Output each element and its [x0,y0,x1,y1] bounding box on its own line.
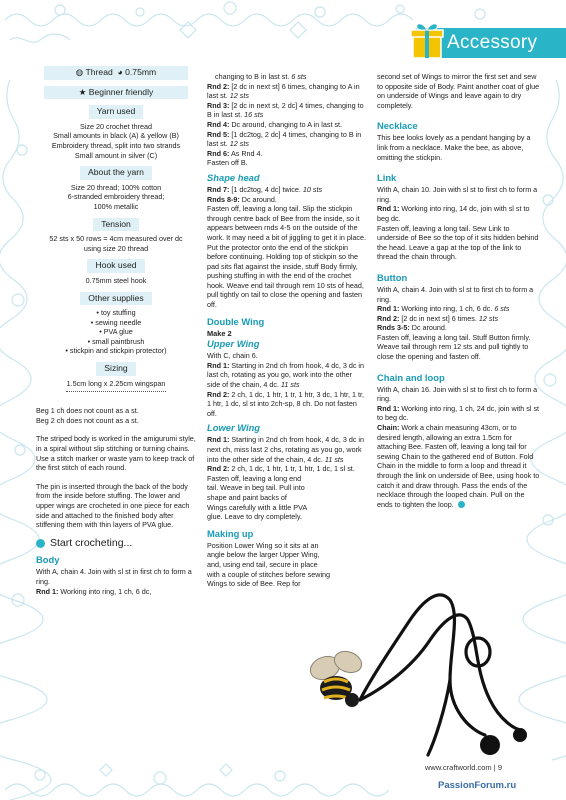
note-paragraph: Beg 1 ch does not count as a st. Beg 2 ch does not count as a st. [36,406,139,425]
round-label: Rnd 1: [207,435,230,445]
round-line [207,101,367,120]
column-2 [207,72,367,589]
make-count: Make 2 [207,328,232,338]
gift-icon [409,20,445,60]
tension-line: using size 20 thread [83,243,149,253]
double-wing-heading: Double Wing [207,315,265,327]
upper-wing-intro: With C, chain 6. [207,351,258,361]
wings-continuation-text: second set of Wings to mirror the first set and sew to opposite side of Body. Paint another coat of glue on underside of Wings and leave again to dry completely. [377,72,540,110]
sizing-line: 1.5cm long x 2.25cm wingspan [66,378,166,388]
round-line [207,464,367,474]
level-box [36,86,196,100]
chain-text: Work a chain measuring 43cm, or to desired length, allowing an extra 1.5cm for attaching Bee. Fasten off, leaving a long tail for sewing Chain to the gathered end of Button. Fold Chain in the middle to form a loop and thread it through the link on underside of Bee, using hook to catch it and draw through. Pass the ends of the necklace through the looped chain. Pull on the ends to tighten the loop. [377,423,540,509]
lower-wing-text: Fasten off, leaving a long end tail. Weave in beg tail. Pull into shape and paint backs of Wings carefully with a little PVA glue. Leave to dry completely. [207,473,307,522]
round-label: Rnd 6: [207,148,230,158]
body-heading: Body [36,554,60,566]
round-line [377,314,542,324]
stitch-count: 10 sts [302,184,323,194]
round-line [207,185,367,195]
body-intro: With A, chain 4. Join with sl st in first ch to form a ring. [36,567,192,586]
round-line [207,195,367,205]
round-text: Dc around. [411,323,447,333]
round-text: Working into ring, 1 ch, 24 dc, join with sl st to beg dc. [377,403,540,423]
round-text: [1 dc2tog, 4 dc] twice. [231,184,301,194]
round-line [377,304,542,314]
stitch-count: 12 sts [478,313,499,323]
round-label: Rnd 3: [207,100,230,110]
round-text: Dc around. [241,194,277,204]
round-label: Rnd 1: [377,403,400,413]
round-line [207,120,367,130]
button-text: Fasten off, leaving a long tail. Stuff Button firmly. Weave tail through rem 12 sts and pull tightly to close the opening and fasten off. [377,332,531,362]
round-text: Working into ring, 14 dc, join with sl st to beg dc. [377,204,530,223]
note-paragraph: The striped body is worked in the amigurumi style, in a spiral without slip stitching or turning chains. Use a stitch marker or waste yarn to keep track of the first stitch of each round. [36,434,196,473]
round-line [207,149,367,159]
thread-icon: ◍ [75,67,84,77]
round-label: Rnd 5: [207,129,230,139]
about-yarn-line: 6-stranded embroidery thread; [67,192,165,202]
hook-icon: ◕ [117,67,123,77]
section-header-tab [413,28,566,58]
stitch-count: 12 sts [229,139,249,149]
round-label: Rnd 1: [207,360,230,370]
supply-item: • small paintbrush [36,337,196,347]
footer-site: www.craftworld.com [425,763,492,772]
supply-item: • sewing needle [36,318,196,328]
footer-separator: | [493,763,498,772]
round-label: Rnd 1: [377,204,400,214]
lower-wing-heading: Lower Wing [207,422,261,434]
round-text: Working into ring, 1 ch, 6 dc. [401,304,493,314]
shape-head-text: Fasten off, leaving a long tail. Slip the stickpin through centre back of Bee from the inside, so it appears between rnds 4-5 on the outside of the work. It may need a bit of jiggling to get it in place. Put the protector onto the end of the stickpin before continuing. Holding top of stickpin so the pad sits flat against the inside, stuff Body firmly, pushing stuffing in with the end of the crochet hook. Weave end tail through rem 10 sts of head, pull tightly on tail to close the opening and fasten off. [207,204,367,310]
yarn-used-heading: Yarn used [89,105,144,119]
chain-label: Chain: [377,423,400,433]
stitch-count: 16 sts [244,110,264,120]
link-heading: Link [377,172,397,184]
hook-size: 0.75mm [125,67,157,77]
making-up-text: Position Lower Wing so it sits at an angle below the larger Upper Wing, and, using end tail, secure in place with a couple of stitches before sewing Wings to side of Bee. Rep for [207,540,331,589]
sizing-box [36,362,196,392]
upper-wing-heading: Upper Wing [207,338,260,350]
page-footer [425,763,502,772]
hook-used-box [36,259,196,285]
round-text: 2 ch, 1 dc, 1 htr, 1 tr, 1 htr, 1 dc, 1 sl st. [231,464,355,474]
bee-figure [307,648,364,707]
section-title: Accessory [447,32,538,53]
chain-instructions [377,423,542,509]
round-text: Dc around, changing to A in last st. [231,119,343,129]
round-text: As Rnd 4. [230,148,263,158]
round-line [207,390,367,419]
yarn-line: Size 20 crochet thread [80,121,152,131]
start-crocheting-row [36,536,196,549]
other-supplies-heading: Other supplies [80,292,151,306]
level-text: Beginner friendly [88,86,154,97]
stitch-count: 11 sts [324,454,344,464]
round-label: Rnds 8-9: [207,194,240,204]
watermark: PassionForum.ru [438,780,517,791]
bee-necklace-photo [300,560,540,770]
stitch-count: 11 sts [280,380,300,390]
round-label: Rnds 3-5: [377,323,410,333]
round-label: Rnd 1: [36,586,59,596]
tension-heading: Tension [93,218,139,232]
page-number: 9 [497,763,502,772]
round-text: [2 dc in next st, 2 dc] 4 times, changing to B in last st. [207,100,364,120]
level-bar [44,86,188,100]
note-paragraph: The pin is inserted through the back of the body from the inside before stuffing. The lower and upper wings are crocheted in one piece for each side and attached to the finished body after stiffening them with thin layers of PVA glue. [36,481,190,530]
round-text: Starting in 2nd ch from hook, 4 dc, 3 dc in last ch, rotating as you go, work into the other side of the chain, 4 dc. [207,360,365,390]
star-icon: ★ [78,86,87,97]
shape-head-heading: Shape head [207,171,260,183]
tension-box [36,218,196,254]
necklace-text: This bee looks lovely as a pendant hanging by a link from a necklace. Make the bee, as above, omitting the stickpin. [377,133,531,162]
link-text: Fasten off, leaving a long tail. Sew Link to underside of Bee so the top of it sits hidden behind the head. Leave a gap at the top of the link to thread the chain through. [377,223,539,262]
button-intro: With A, chain 4. Join with sl st to first ch to form a ring. [377,284,534,304]
yarn-line: Small amount in silver (C) [74,150,158,160]
about-yarn-heading: About the yarn [80,166,152,180]
column-1 [36,66,196,596]
chain-loop-intro: With A, chain 16. Join with sl st to first ch to form a ring. [377,384,538,404]
fasten-off-line: Fasten off B. [207,158,248,168]
sizing-heading: Sizing [96,362,135,376]
dotted-divider [66,391,166,392]
column-3 [377,72,542,509]
tension-line: 52 sts x 50 rows = 4cm measured over dc [49,234,183,244]
hook-used-heading: Hook used [87,259,144,273]
round-label: Rnd 2: [207,81,230,91]
making-up-heading: Making up [207,527,254,539]
link-intro: With A, chain 10. Join with sl st to first ch to form a ring. [377,185,538,204]
end-dot-icon [458,501,465,508]
round-line [207,435,367,464]
summary-bar [44,66,188,80]
button-heading: Button [377,271,408,283]
round-line [207,361,367,390]
thread-label: Thread [85,67,113,77]
yarn-line: Small amounts in black (A) & yellow (B) [53,131,179,141]
round-label: Rnd 1: [377,304,400,314]
supply-item: • PVA glue [36,327,196,337]
round-line [377,204,542,223]
necklace-heading: Necklace [377,120,418,132]
round-label: Rnd 4: [207,119,230,129]
round-line [377,323,542,333]
round-text: [2 dc in next st] 6 times, changing to A in last st. [207,81,360,101]
bullet-dot-icon [36,539,45,548]
supply-item: • stickpin and stickpin protector) [36,346,196,356]
about-yarn-box [36,166,196,211]
round-line [377,404,542,423]
other-supplies-box [36,292,196,357]
round-text: [1 dc2tog, 2 dc] 4 times, changing to B in last st. [207,129,362,149]
supplies-list [36,308,196,356]
round-text: changing to B in last st. [215,72,290,81]
round-label: Rnd 2: [207,389,230,399]
round-line [36,587,196,597]
supply-item: • toy stuffing [36,308,196,318]
round-label: Rnd 7: [207,184,230,194]
round-line [207,82,367,101]
about-yarn-line: Size 20 thread; 100% cotton [70,182,162,192]
round-label: Rnd 2: [207,464,230,474]
chain-loop-heading: Chain and loop [377,371,445,383]
round-text: 2 ch, 1 dc, 1 htr, 1 tr, 1 htr, 3 dc, 1 htr, 1 tr, 1 htr, 1 dc, sl st into 2ch-sp, 8 ch. Do not fasten off. [207,389,364,418]
hook-used-line: 0.75mm steel hook [85,275,147,285]
round-continuation [207,72,367,82]
round-label: Rnd 2: [377,313,400,323]
stitch-count: 12 sts [229,91,249,101]
stitch-count: 6 sts [494,304,510,314]
round-text: Starting in 2nd ch from hook, 4 dc, 3 dc in next ch, miss last 2 chs, rotating as you go, work into the other side of the chain, 4 dc. [207,435,365,464]
start-crocheting-heading: Start crocheting... [50,536,133,549]
stitch-count: 6 sts [291,72,307,81]
round-line [207,130,367,149]
yarn-used-box [36,105,196,160]
yarn-line: Embroidery thread, split into two strands [51,140,181,150]
round-text: Working into ring, 1 ch, 6 dc, [60,586,152,596]
round-text: [2 dc in next st] 6 times. [401,313,477,323]
about-yarn-line: 100% metallic [93,201,139,211]
thread-hook-summary [36,66,196,80]
